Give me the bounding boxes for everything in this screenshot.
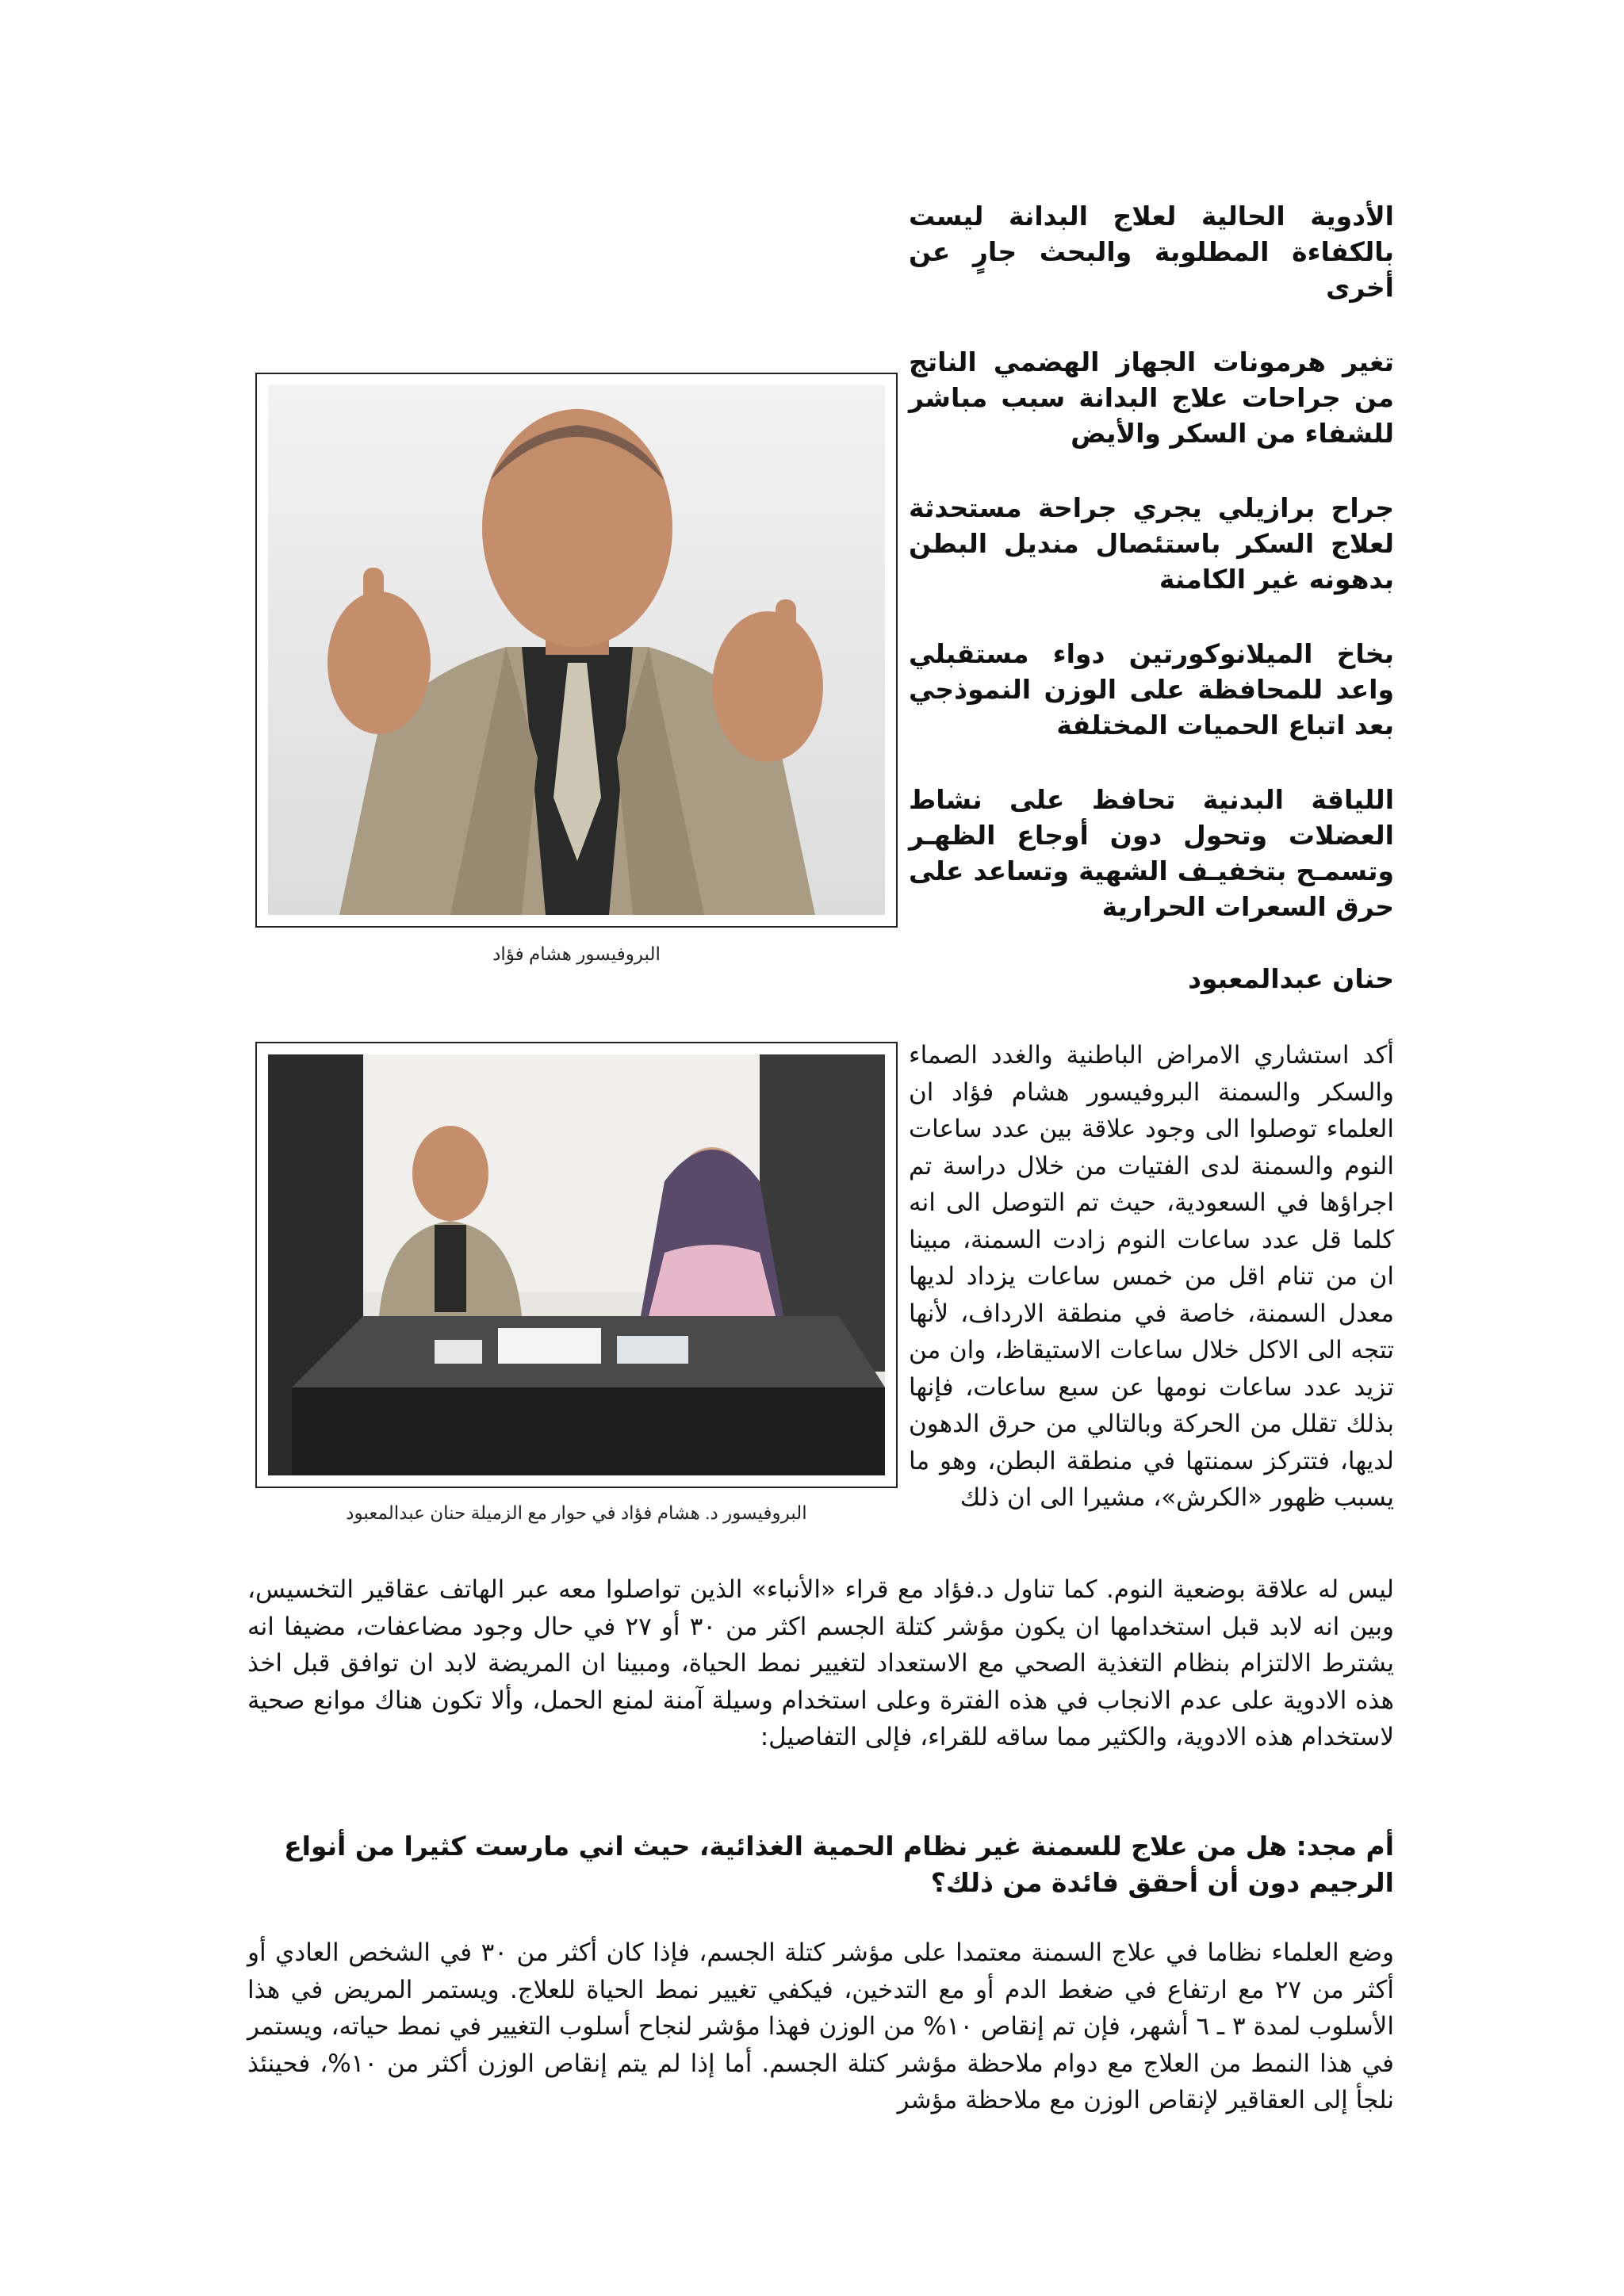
headline-1: الأدوية الحالية لعلاج البدانة ليست بالكفاءة المطلوبة والبحث جارٍ عن أخرى: [909, 201, 1394, 303]
headline-2: تغير هرمونات الجهاز الهضمي الناتج من جراحات علاج البدانة سبب مباشر للشفاء من السكر والأيض: [909, 346, 1394, 449]
interview-caption: البروفيسور د. هشام فؤاد في حوار مع الزميلة حنان عبدالمعبود: [346, 1502, 807, 1523]
portrait-illustration: [268, 385, 885, 915]
author-byline: حنان عبدالمعبود: [1188, 963, 1394, 994]
headline-column: [909, 198, 1394, 963]
interview-photo: [255, 1042, 898, 1488]
reader-question: أم مجد: هل من علاج للسمنة غير نظام الحمية الغذائية، حيث اني مارست كثيرا من أنواع الرجيم دون أن أحقق فائدة من ذلك؟: [284, 1831, 1394, 1898]
headline-5: اللياقة البدنية تحافظ على نشاط العضلات وتحول دون أوجاع الظهـر وتسمـح بتخفيـف الشهية وتساعد على حرق السعرات الحرارية: [909, 784, 1394, 922]
portrait-photo: [255, 373, 898, 928]
expert-answer: وضع العلماء نظاما في علاج السمنة معتمدا على مؤشر كتلة الجسم، فإذا كان أكثر من ٣٠ في الشخص العادي أو أكثر من ٢٧ مع ارتفاع في ضغط الدم أو مع التدخين، فيكفي تغيير نمط الحياة للعلاج. ويستمر المريض في هذا الأسلوب لمدة ٣ ـ ٦ أشهر، فإن تم إنقاص ١٠% من الوزن فهذا مؤشر لنجاح أسلوب التغيير في نمط حياته، ويستمر في هذا النمط من العلاج مع دوام ملاحظة مؤشر كتلة الجسم. أما إذا لم يتم إنقاص الوزن أكثر من ١٠%، فحينئذ نلجأ إلى العقاقير لإنقاص الوزن مع ملاحظة مؤشر: [247, 1938, 1395, 2114]
headline-3: جراح برازيلي يجري جراحة مستحدثة لعلاج السكر باستئصال منديل البطن بدهونه غير الكامنة: [909, 492, 1394, 595]
article-body-continued: ليس له علاقة بوضعية النوم. كما تناول د.فؤاد مع قراء «الأنباء» الذين تواصلوا معه عبر الهاتف عقاقير التخسيس، وبين انه لابد قبل استخدامها ان يكون مؤشر كتلة الجسم اكثر من ٣٠ أو ٢٧ في حال وجود مضاعفات، مضيفا انه يشترط الالتزام بنظام التغذية الصحي مع الاستعداد لتغيير نمط الحياة، ومبينا ان المريضة لابد ان توافق قبل اخذ هذه الادوية على عدم الانجاب في هذه الفترة وعلى استخدام وسيلة آمنة لمنع الحمل، وألا تكون هناك موانع صحية لاستخدام هذه الادوية، والكثير مما ساقه للقراء، فإلى التفاصيل:: [247, 1575, 1394, 1751]
portrait-caption: البروفيسور هشام فؤاد: [492, 943, 661, 964]
headline-4: بخاخ الميلانوكورتين دواء مستقبلي واعد للمحافظة على الوزن النموذجي بعد اتباع الحميات المختلفة: [909, 638, 1394, 740]
article-body-lead: أكد استشاري الامراض الباطنية والغدد الصماء والسكر والسمنة البروفيسور هشام فؤاد ان العلماء توصلوا الى وجود علاقة بين عدد ساعات النوم والسمنة لدى الفتيات من خلال دراسة تم اجراؤها في السعودية، حيث تم التوصل الى انه كلما قل عدد ساعات النوم زادت السمنة، مبينا ان من تنام اقل من خمس ساعات يزداد لديها معدل السمنة، خاصة في منطقة الارداف، لأنها تتجه الى الاكل خلال ساعات الاستيقاظ، وان من تزيد عدد ساعات نومها عن سبع ساعات، فإنها بذلك تقلل من الحركة وبالتالي من حرق الدهون لديها، فتتركز سمنتها في منطقة البطن، وهو ما يسبب ظهور «الكرش»، مشيرا الى ان ذلك: [909, 1041, 1394, 1512]
interview-illustration: [268, 1054, 885, 1475]
